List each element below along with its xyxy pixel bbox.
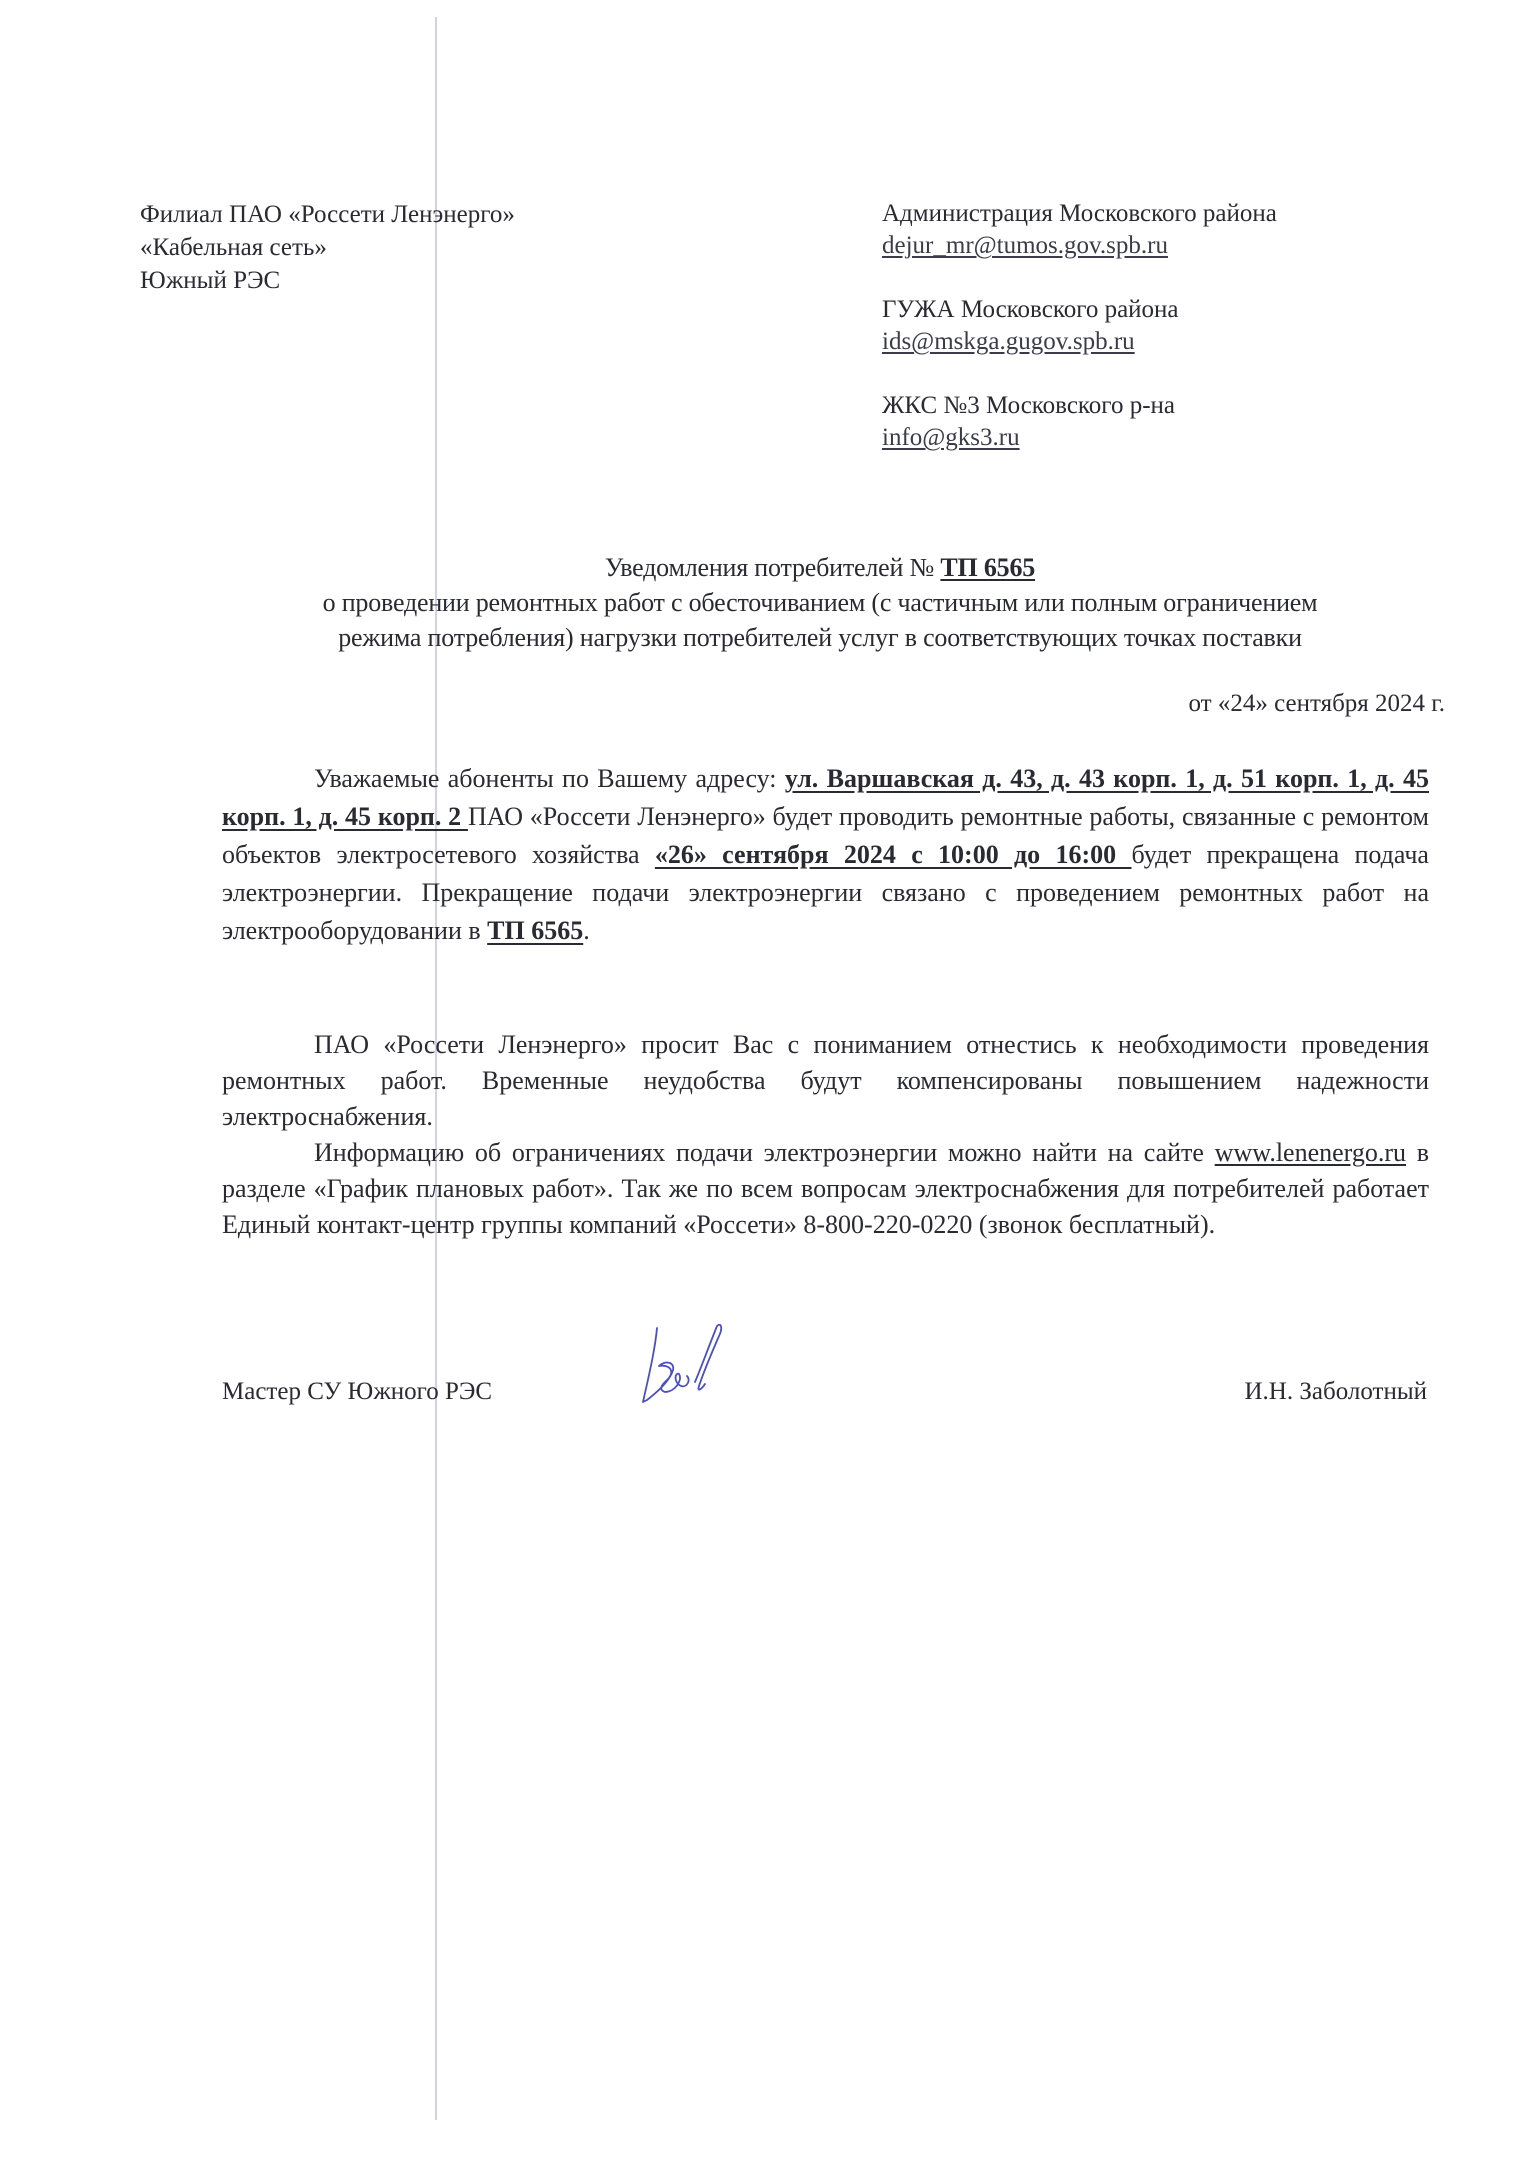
- recipient-name: Администрация Московского района: [882, 200, 1277, 227]
- document-date: от «24» сентября 2024 г.: [1188, 690, 1445, 717]
- info-start: Информацию об ограничениях подачи электроэнергии можно найти на сайте: [314, 1138, 1215, 1167]
- address-text: ул. Варшавская д. 43, д. 43 корп. 1, д. 51 корп. 1, д. 45 корп. 1, д. 45 корп. 2: [222, 764, 1429, 831]
- title-line-2: о проведении ремонтных работ с обесточиванием (с частичным или полным ограничением: [322, 588, 1318, 617]
- sender-line: Южный РЭС: [140, 267, 281, 294]
- recipients-block: [882, 198, 1277, 486]
- paragraph-info: [222, 1135, 1429, 1243]
- title-line-3: режима потребления) нагрузки потребителей услуг в соответствующих точках поставки: [338, 623, 1302, 652]
- recipient-email-link[interactable]: ids@mskga.gugov.spb.ru: [882, 328, 1135, 355]
- after-text: будет прекращена подача электроэнергии. Прекращение подачи электроэнергии связано с проведением ремонтных работ на электрооборудовании в: [222, 840, 1429, 945]
- intro-text: Уважаемые абоненты по Вашему адресу:: [314, 764, 785, 793]
- end-text: .: [583, 916, 590, 945]
- recipient-name: ГУЖА Московского района: [882, 296, 1179, 323]
- website-link[interactable]: www.lenenergo.ru: [1214, 1138, 1407, 1167]
- substation-id: ТП 6565: [487, 916, 584, 945]
- sender-line: Филиал ПАО «Россети Ленэнерго»: [140, 201, 515, 228]
- sender-block: [140, 198, 515, 297]
- recipient-name: ЖКС №3 Московского р-на: [882, 392, 1175, 419]
- handwritten-signature: [635, 1320, 735, 1410]
- paragraph-outage-notice: [222, 760, 1429, 950]
- notice-title: [200, 550, 1440, 655]
- title-number: ТП 6565: [940, 553, 1036, 582]
- sender-line: «Кабельная сеть»: [140, 234, 327, 261]
- recipient: [882, 390, 1277, 454]
- recipient-email-link[interactable]: dejur_mr@tumos.gov.spb.ru: [882, 232, 1168, 259]
- info-rest: в разделе «График плановых работ». Так же по всем вопросам электроснабжения для потребителей работает Единый контакт-центр группы компаний «Россети» 8-800-220-0220 (звонок бесплатный).: [222, 1138, 1429, 1239]
- title-prefix: Уведомления потребителей №: [604, 553, 941, 582]
- paragraph-apology: ПАО «Россети Ленэнерго» просит Вас с пониманием отнестись к необходимости проведения ремонтных работ. Временные неудобства будут компенсированы повышением надежности электроснабжения.: [222, 1030, 1429, 1131]
- middle-text: ПАО «Россети Ленэнерго» будет проводить ремонтные работы, связанные с ремонтом объектов электросетевого хозяйства: [222, 802, 1430, 869]
- recipient: [882, 198, 1277, 262]
- outage-datetime: «26» сентября 2024 с 10:00 до 16:00: [654, 840, 1132, 869]
- recipient: [882, 294, 1277, 358]
- recipient-email-link[interactable]: info@gks3.ru: [882, 424, 1020, 451]
- title-line-1: [200, 550, 1440, 585]
- signer-name: И.Н. Заболотный: [1244, 1378, 1427, 1405]
- signer-role: Мастер СУ Южного РЭС: [222, 1378, 493, 1405]
